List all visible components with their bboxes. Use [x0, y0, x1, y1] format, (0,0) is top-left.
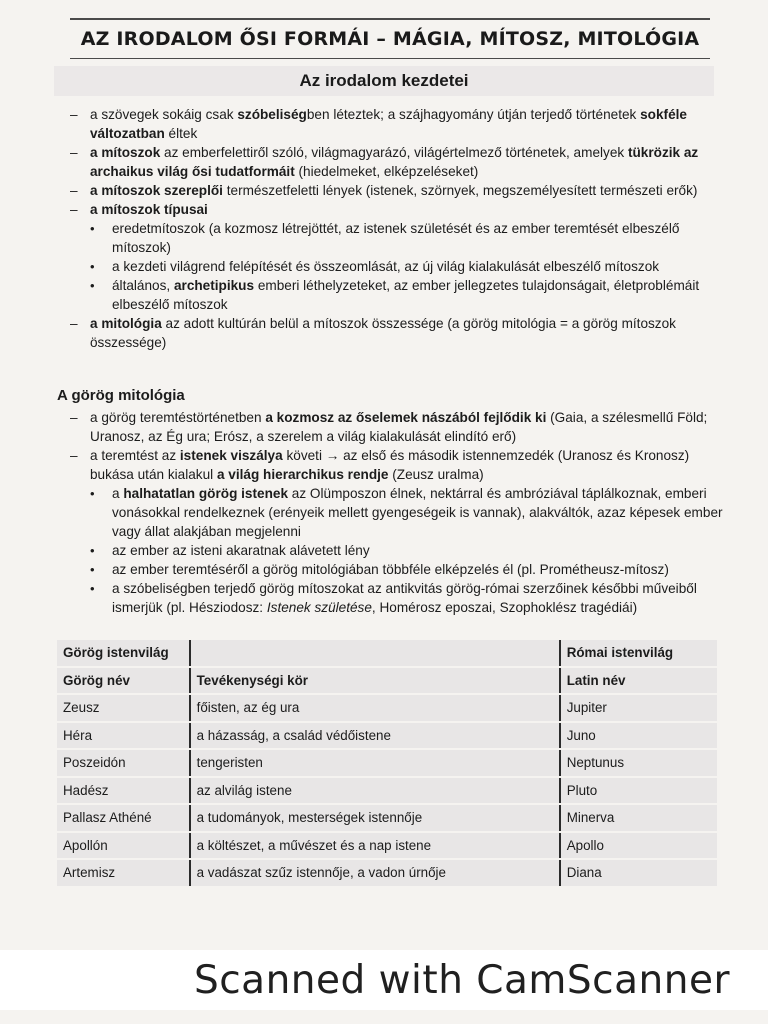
sub-list-item: • az ember teremtéséről a görög mitológiában többféle elképzelés él (pl. Prométheusz-mítosz) [90, 562, 669, 577]
sub-list-item: • a szóbeliségben terjedő görög mítoszokat az antikvitás görög-római szerzőinek későbbi műveiből ismerjük (pl. Hésziodosz: Istenek születése, Homérosz eposzai, Szophoklész tragédiái) [90, 581, 697, 615]
table-cell: Juno [560, 722, 717, 750]
table-row [57, 832, 717, 860]
main-title: AZ IRODALOM ŐSI FORMÁI – MÁGIA, MÍTOSZ, MITOLÓGIA [80, 28, 700, 50]
table-cell: a tudományok, mesterségek istennője [190, 804, 560, 832]
table-cell: Pluto [560, 777, 717, 805]
list-item: – a mitológia az adott kultúrán belül a mítoszok összessége (a görög mitológia = a görög mítoszok összessége) [70, 316, 676, 350]
table-cell: tengeristen [190, 749, 560, 777]
section-title-greek-mythology: A görög mitológia [57, 387, 185, 404]
table-header-cell: Görög név [57, 667, 190, 695]
table-row [57, 722, 717, 750]
greek-mythology-list [70, 408, 724, 617]
table-cell: Minerva [560, 804, 717, 832]
table-cell: Apollo [560, 832, 717, 860]
table-cell: Apollón [57, 832, 190, 860]
table-row [57, 804, 717, 832]
table-cell: a költészet, a művészet és a nap istene [190, 832, 560, 860]
table-header-cell: Római istenvilág [560, 640, 717, 667]
table-cell: Pallasz Athéné [57, 804, 190, 832]
table-row [57, 777, 717, 805]
table-cell: Jupiter [560, 694, 717, 722]
list-item: – a mítoszok az emberfelettiről szóló, világmagyarázó, világértelmező történetek, amelyek tükrözik az archaikus világ ősi tudatformáit (hiedelmeket, elképzeléseket) [70, 145, 699, 179]
title-rule [70, 58, 710, 59]
table-cell: az alvilág istene [190, 777, 560, 805]
sub-list-item: • a halhatatlan görög istenek az Olümposzon élnek, nektárral és ambróziával táplálkoznak, emberi vonásokkal rendelkeznek (erényeik mellett gyengeségeik is vannak), alakváltók, azaz képesek ember vagy állat alakjában megjelenni [90, 486, 723, 539]
list-item: – a szövegek sokáig csak szóbeliségben léteztek; a szájhagyomány útján terjedő történetek sokféle változatban éltek [70, 107, 687, 141]
table-header-cell [190, 640, 560, 667]
table-cell: a házasság, a család védőistene [190, 722, 560, 750]
list-item: – a mítoszok szereplői természetfeletti lények (istenek, szörnyek, megszemélyesített természeti erők) [70, 183, 698, 198]
gods-table [57, 640, 717, 888]
sub-list-item: • a kezdeti világrend felépítését és összeomlását, az új világ kialakulását elbeszélő mítoszok [90, 259, 660, 274]
table-cell: a vadászat szűz istennője, a vadon úrnője [190, 859, 560, 887]
list-item: – a mítoszok típusai [70, 202, 208, 217]
table-cell: Zeusz [57, 694, 190, 722]
table-row [57, 694, 717, 722]
section-title-beginnings: Az irodalom kezdetei [54, 66, 714, 96]
beginnings-list [70, 105, 724, 352]
table-header-cell: Tevékenységi kör [190, 667, 560, 695]
table-cell: főisten, az ég ura [190, 694, 560, 722]
sub-list-item: • általános, archetipikus emberi léthelyzeteket, az ember jellegzetes tulajdonságait, életproblémáit elbeszélő mítoszok [90, 278, 700, 312]
table-cell: Artemisz [57, 859, 190, 887]
table-row [57, 859, 717, 887]
table-header-row [57, 640, 717, 667]
table-cell: Héra [57, 722, 190, 750]
table-cell: Diana [560, 859, 717, 887]
list-item: – a teremtést az istenek viszálya követi → az első és második istennemzedék (Uranosz és Kronosz) bukása után kialakul a világ hierarchikus rendje (Zeusz uralma) [70, 448, 690, 482]
table-header-row [57, 667, 717, 695]
table-cell: Neptunus [560, 749, 717, 777]
scanner-watermark: Scanned with CamScanner [0, 950, 768, 1010]
table-header-cell: Latin név [560, 667, 717, 695]
table-header-cell: Görög istenvilág [57, 640, 190, 667]
list-item: – a görög teremtéstörténetben a kozmosz az őselemek nászából fejlődik ki (Gaia, a szélesmellű Föld; Uranosz, az Ég ura; Erósz, a szerelem a világ kialakulását elindító erő) [70, 410, 708, 444]
table-row [57, 749, 717, 777]
sub-list-item: • eredetmítoszok (a kozmosz létrejöttét, az istenek születését és az ember teremtését elbeszélő mítoszok) [90, 221, 680, 255]
table-cell: Poszeidón [57, 749, 190, 777]
sub-list-item: • az ember az isteni akaratnak alávetett lény [90, 543, 370, 558]
table-cell: Hadész [57, 777, 190, 805]
